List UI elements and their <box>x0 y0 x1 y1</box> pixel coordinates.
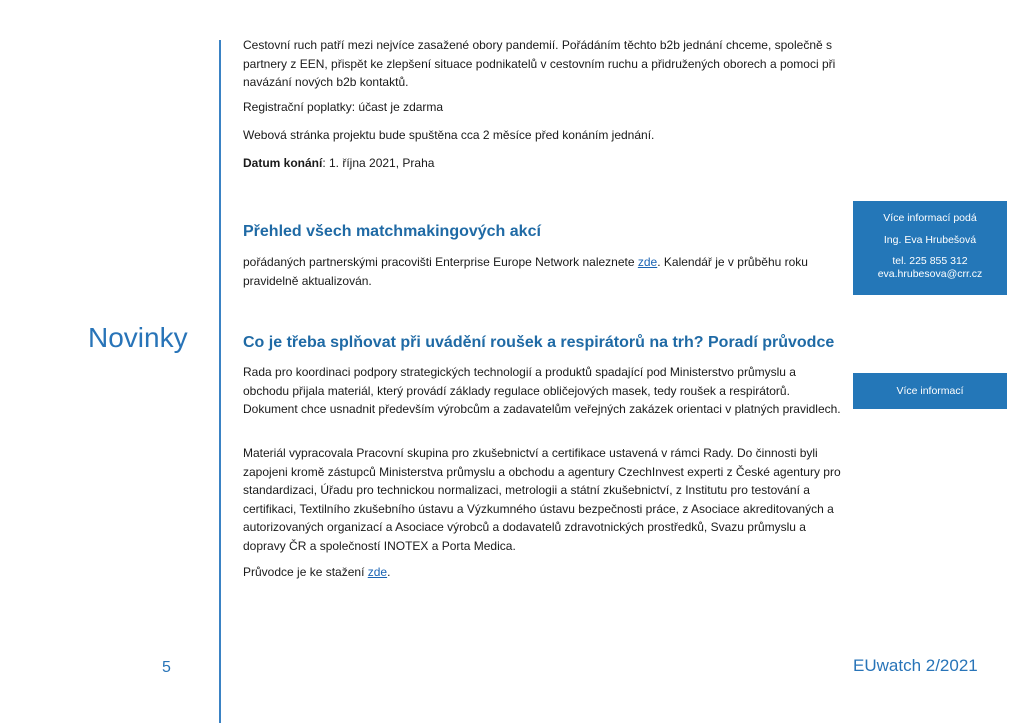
guide-text-before: Průvodce je ke stažení <box>243 565 368 579</box>
masks-article-heading: Co je třeba splňovat při uvádění roušek a respirátorů na trh? Poradí průvodce <box>243 334 835 351</box>
masks-paragraph-2: Materiál vypracovala Pracovní skupina pro zkušebnictví a certifikace ustavená v rámci Rady. Do činnosti byli zapojeni kromě zástupců Ministerstva průmyslu a obchodu a agentury CzechInvest experti z České agentury pro standardizaci, Úřadu pro technickou normalizaci, metrologii a státní zkušebnictví, z Institutu pro testování a certifikaci, Textilního zkušebního ústavu a Výzkumného ústavu bezpečnosti práce, z Asociace akreditovaných a autorizovaných organizací a Asociace výrobců a dodavatelů zdravotnických prostředků, Svazu průmyslu a dopravy ČR a společností INOTEX a Porta Medica. <box>243 446 841 553</box>
registration-fee-text: Registrační poplatky: účast je zdarma <box>243 100 444 114</box>
event-date <box>243 154 843 173</box>
guide-text-after: . <box>387 565 391 579</box>
website-launch-text: Webová stránka projektu bude spuštěna cca 2 měsíce před konáním jednání. <box>243 128 655 142</box>
guide-download-paragraph <box>243 563 843 582</box>
intro-paragraph: Cestovní ruch patří mezi nejvíce zasažené obory pandemií. Pořádáním těchto b2b jednání chceme, společně s partnery z EEN, přispět ke zlepšení situace podnikatelů v cestovním ruchu a přidružených oborech a pomoci při navázání nových b2b kontaktů. <box>243 38 836 89</box>
contact-phone: tel. 225 855 312 <box>892 255 968 267</box>
publication-label: EUwatch 2/2021 <box>853 656 978 675</box>
matchmaking-heading: Přehled všech matchmakingových akcí <box>243 223 541 240</box>
matchmaking-text-after: . Kalendář je v průběhu roku pravidelně aktualizován. <box>243 255 808 288</box>
contact-intro: Více informací podá <box>883 212 977 224</box>
matchmaking-paragraph <box>243 253 843 290</box>
contact-info-box <box>853 201 1007 295</box>
contact-name: Ing. Eva Hrubešová <box>883 234 977 246</box>
matchmaking-text-before: pořádaných partnerskými pracovišti Enterprise Europe Network naleznete <box>243 255 638 269</box>
guide-download-link[interactable]: zde <box>367 565 388 579</box>
event-date-label: Datum konání <box>243 156 323 170</box>
contact-email[interactable]: eva.hrubesova@crr.cz <box>877 268 983 280</box>
section-title-novinky: Novinky <box>88 322 188 353</box>
event-date-value: : 1. října 2021, Praha <box>322 156 435 170</box>
masks-paragraph-1: Rada pro koordinaci podpory strategických technologií a produktů spadající pod Ministerstvo průmyslu a obchodu přijala materiál, který provádí základy regulace obličejových masek, tedy roušek a respirátorů. Dokument chce usnadnit především výrobcům a zadavatelům veřejných zakázek orientaci v platných pravidlech. <box>243 365 841 416</box>
matchmaking-link[interactable]: zde <box>637 255 658 269</box>
more-info-button[interactable]: Více informací <box>853 373 1007 409</box>
vertical-divider <box>219 40 221 723</box>
page-number: 5 <box>162 659 171 676</box>
